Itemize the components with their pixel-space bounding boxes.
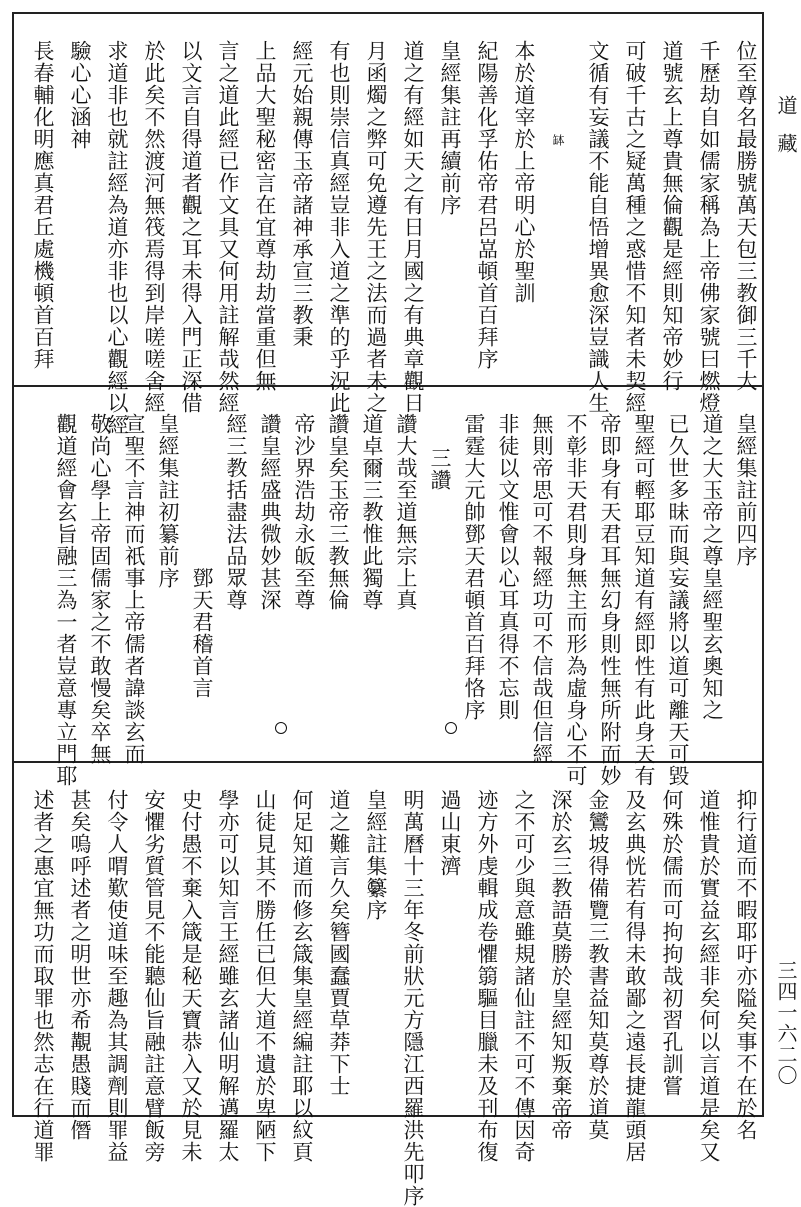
text-column: 道惟貴於實益玄經非矣何以言道是矣又 (697, 789, 721, 1163)
text-column: 不彰非天君則身無主而形為虛身心不可 (564, 413, 588, 787)
text-column: 道號玄上尊貴無倫觀是經則知帝妙行 (660, 40, 684, 392)
text-column: 抑行道而不暇耶吁亦隘矣事不在於名 (734, 789, 758, 1141)
text-column: 已久世多昧而與妄議將以道可離天可毀 (666, 413, 690, 787)
text-column: 經三教括盡法品眾尊 (224, 413, 248, 611)
text-column: 求道非也就註經為道亦非也以心觀經以經 (105, 40, 129, 436)
text-column: 何殊於儒而可拘拘哉初習孔訓嘗 (660, 789, 684, 1097)
text-column: 鄧天君稽首言 (190, 567, 214, 699)
text-column: 長春輔化明應真君丘處機頓首百拜 (31, 40, 55, 370)
text-column-small: 缽 (551, 134, 565, 146)
text-column: 山徒見其不勝任已但大道不遺於卑陋下 (253, 789, 277, 1163)
collection-title: 道藏 (774, 95, 798, 171)
text-column: 讚大哉至道無宗上真 (394, 413, 418, 611)
text-column: 本於道宰於上帝明心於聖訓 (512, 40, 536, 304)
text-column: 聖經可輕耶豆知道有經即性有此身天有 (632, 413, 656, 787)
text-column: 敬尚心學上帝固儒家之不敢慢矣卒無 (88, 413, 112, 765)
text-column: 之不可少與意雖規諸仙註不可不傳因奇 (512, 789, 536, 1163)
text-column: 讚皇矣玉帝三教無倫 (326, 413, 350, 611)
text-panel-top (14, 14, 762, 436)
text-column: 安懼劣質管見不能聽仙旨融註意臂飯旁 (142, 789, 166, 1163)
text-column: 付令人喟歎使道味至趣為其調劑則罪益 (105, 789, 129, 1163)
text-column: 皇經集註再續前序 (438, 40, 462, 216)
text-column: 道卓爾三教惟此獨尊 (360, 413, 384, 611)
text-column: 帝沙界浩劫永皈至尊 (292, 413, 316, 611)
text-column: 以文言自得道者觀之耳未得入門正深借 (179, 40, 203, 414)
text-column: 觀道經會玄旨融三為一者豈意專立門耶 (54, 413, 78, 787)
text-column: 史付愚不棄入箴是秘天寶恭入又於見未 (179, 789, 203, 1163)
text-column: 迹方外虔輯成卷懼篛驅目臘未及刊布復 (475, 789, 499, 1163)
text-column: 甚矣嗚呼述者之明世亦希覯愚賤而僭 (68, 789, 92, 1141)
circle-mark (275, 722, 287, 734)
text-column: 月函燭之弊可免遵先王之法而過者未之 (364, 40, 388, 414)
text-column: 深於玄三教語莫勝於皇經知叛棄帝帝 (549, 789, 573, 1141)
text-column: 皇經註集纂序 (364, 789, 388, 921)
page-frame (12, 12, 764, 1207)
text-column: 三讚 (428, 447, 452, 491)
text-column: 過山東濟 (438, 789, 462, 877)
page-number: 三四一六二〇 (774, 960, 798, 1086)
circle-mark (445, 722, 457, 734)
text-column: 道之大玉帝之尊皇經聖玄奧知之 (700, 413, 724, 721)
text-column: 道之難言久矣簪國蠢賈草莽下士 (327, 789, 351, 1097)
text-column: 可破千古之疑萬種之惑惜不知者未契經 (623, 40, 647, 414)
text-column: 雷霆大元帥鄧天君頓首百拜恪序 (462, 413, 486, 721)
text-column: 學亦可以知言王經雖玄諸仙明解邁羅太 (216, 789, 240, 1163)
text-column: 讚皇經盛典微妙甚深 (258, 413, 282, 611)
text-column: 無則帝思可不報經功可不信哉但信經 (530, 413, 554, 765)
text-column: 於此矣不然渡河無筏焉得到岸嗟嗟舍經 (142, 40, 166, 414)
text-column: 驗心心涵神 (68, 40, 92, 150)
text-column: 有也則崇信真經豈非入道之準的乎況此 (327, 40, 351, 414)
text-panel-middle (14, 387, 762, 787)
text-column: 千歷劫自如儒家稱為上帝佛家號曰燃燈 (697, 40, 721, 414)
text-column: 宣聖不言神而祇事上帝儒者諱談玄而 (122, 413, 146, 765)
text-column: 道之有經如天之有日月國之有典章觀日 (401, 40, 425, 414)
text-column: 非徒以文惟會以心耳真得不忘則 (496, 413, 520, 721)
text-column: 金鸞坡得備覽三教書益知莫尊於道莫 (586, 789, 610, 1141)
text-column: 經元始親傳玉帝諸神承宣三教秉 (290, 40, 314, 348)
text-column: 上品大聖秘密言在宜尊劫劫當重但無 (253, 40, 277, 392)
text-column: 言之道此經已作文具又何用註解哉然經 (216, 40, 240, 414)
text-column: 文循有妄議不能自悟增異愈深豈識人生 (586, 40, 610, 414)
text-column: 紀陽善化孚佑帝君呂嵓頓首百拜序 (475, 40, 499, 370)
text-panel-bottom (14, 763, 762, 1207)
text-column: 及玄典恍若有得未敢鄙之遠長捷龍頭居 (623, 789, 647, 1163)
text-column: 述者之惠宜無功而取罪也然志在行道罪 (31, 789, 55, 1163)
text-column: 帝即身有天君耳無幻身則性無所附而妙 (598, 413, 622, 787)
text-column: 明萬曆十三年冬前狀元方隱江西羅洪先叩序 (401, 789, 425, 1207)
text-column: 何足知道而修玄箴集皇經編註耶以紋頁 (290, 789, 314, 1163)
text-column: 皇經集註初纂前序 (156, 413, 180, 589)
text-column: 位至尊名最勝號萬天包三教御三千大 (734, 40, 758, 392)
text-column: 皇經集註前四序 (734, 413, 758, 567)
circle-mark (368, 881, 380, 893)
